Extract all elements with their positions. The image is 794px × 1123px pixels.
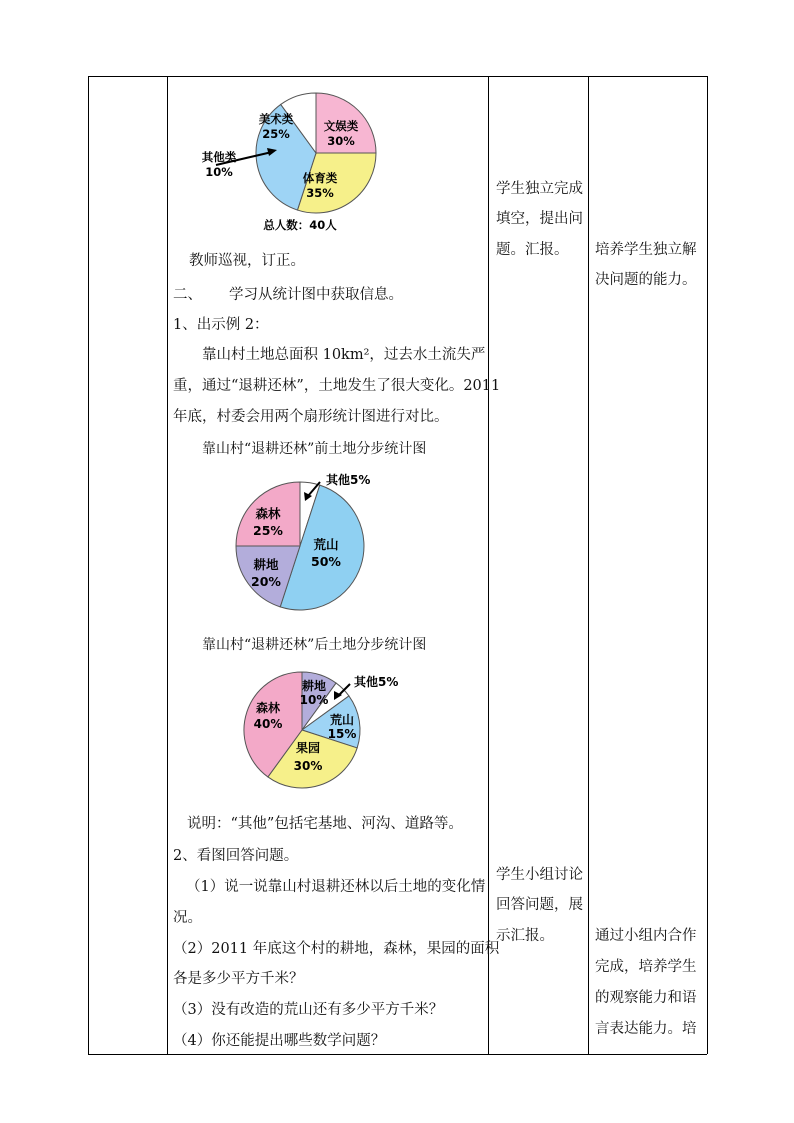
table-border-bottom bbox=[88, 1054, 707, 1055]
pie2-label-forest: 森林 bbox=[255, 506, 281, 521]
purpose2-line3: 的观察能力和语 bbox=[595, 990, 697, 1006]
question1-line2: 况。 bbox=[173, 910, 202, 926]
section2-number: 二、 bbox=[173, 287, 202, 303]
pie2-value-forest: 25% bbox=[253, 523, 283, 538]
purpose2-line2: 完成，培养学生 bbox=[595, 959, 697, 975]
interest-pie-chart bbox=[196, 86, 386, 236]
example-heading: 1、出示例 2： bbox=[173, 317, 269, 333]
pie3-value-orchard: 30% bbox=[293, 759, 323, 773]
pie2-label-farmland: 耕地 bbox=[253, 557, 279, 572]
pie3-value-forest: 40% bbox=[253, 717, 283, 731]
pie3-value-farmland: 10% bbox=[299, 693, 329, 707]
land-after-pie-chart bbox=[226, 662, 410, 798]
teacher-check-text: 教师巡视，订正。 bbox=[189, 253, 305, 269]
pie3-label-other: 其他5% bbox=[354, 675, 399, 689]
table-divider-2 bbox=[488, 76, 489, 1054]
question1-line1: （1）说一说靠山村退耕还林以后土地的变化情 bbox=[186, 879, 486, 895]
example-paragraph-line3: 年底，村委会用两个扇形统计图进行对比。 bbox=[173, 409, 449, 425]
example-paragraph-line2: 重，通过“退耕还林”，土地发生了很大变化。2011 bbox=[173, 378, 501, 394]
note-text: 说明：“其他”包括宅基地、河沟、道路等。 bbox=[187, 816, 463, 832]
table-divider-1 bbox=[167, 76, 168, 1054]
chart-before-title: 靠山村“退耕还林”前土地分步统计图 bbox=[202, 441, 427, 457]
pie2-value-farmland: 20% bbox=[251, 574, 281, 589]
table-divider-3 bbox=[588, 76, 589, 1054]
pie1-label-ent: 文娱类 bbox=[323, 119, 359, 133]
purpose2-line4: 言表达能力。培 bbox=[595, 1021, 697, 1037]
table-border-left bbox=[88, 76, 89, 1054]
purpose1-line2: 决问题的能力。 bbox=[595, 272, 697, 288]
section2-title: 学习从统计图中获取信息。 bbox=[229, 287, 403, 303]
pie3-label-barren: 荒山 bbox=[329, 713, 355, 727]
question3: （3）没有改造的荒山还有多少平方千米？ bbox=[173, 1002, 444, 1018]
question4: （4）你还能提出哪些数学问题？ bbox=[173, 1033, 386, 1049]
pie1-value-art: 25% bbox=[262, 127, 290, 141]
student-activity1-line3: 题。汇报。 bbox=[496, 242, 569, 258]
table-border-right bbox=[707, 76, 708, 1054]
pie1-label-art: 美术类 bbox=[258, 112, 294, 126]
pie2-label-other: 其他5% bbox=[326, 473, 371, 487]
example-paragraph-line1: 靠山村土地总面积 10km²，过去水土流失严 bbox=[202, 347, 486, 363]
table-border-top bbox=[88, 76, 707, 77]
pie1-label-other: 其他类 bbox=[201, 150, 237, 164]
pie3-label-farmland: 耕地 bbox=[301, 679, 327, 693]
question2-line1: （2）2011 年底这个村的耕地，森林，果园的面积 bbox=[173, 941, 500, 957]
student-activity1-line2: 填空，提出问 bbox=[496, 211, 583, 227]
pie1-value-other: 10% bbox=[205, 165, 233, 179]
student-activity2-line2: 回答问题，展 bbox=[496, 897, 583, 913]
pie1-value-sport: 35% bbox=[306, 186, 334, 200]
pie2-label-barren: 荒山 bbox=[313, 537, 339, 552]
student-activity1-line1: 学生独立完成 bbox=[496, 181, 583, 197]
chart-after-title: 靠山村“退耕还林”后土地分步统计图 bbox=[202, 637, 427, 653]
student-activity2-line1: 学生小组讨论 bbox=[496, 867, 583, 883]
question-intro: 2、看图回答问题。 bbox=[173, 848, 299, 864]
purpose2-line1: 通过小组内合作 bbox=[595, 928, 697, 944]
pie1-total-label: 总人数：40人 bbox=[263, 218, 337, 232]
student-activity2-line3: 示汇报。 bbox=[496, 928, 554, 944]
pie3-label-forest: 森林 bbox=[255, 701, 281, 715]
pie1-label-sport: 体育类 bbox=[302, 171, 338, 185]
land-before-pie-chart bbox=[224, 466, 404, 616]
pie3-value-barren: 15% bbox=[327, 727, 357, 741]
purpose1-line1: 培养学生独立解 bbox=[595, 242, 697, 258]
pie2-value-barren: 50% bbox=[311, 554, 341, 569]
pie3-label-orchard: 果园 bbox=[295, 741, 321, 755]
pie1-value-ent: 30% bbox=[327, 134, 355, 148]
question2-line2: 各是多少平方千米？ bbox=[173, 971, 304, 987]
